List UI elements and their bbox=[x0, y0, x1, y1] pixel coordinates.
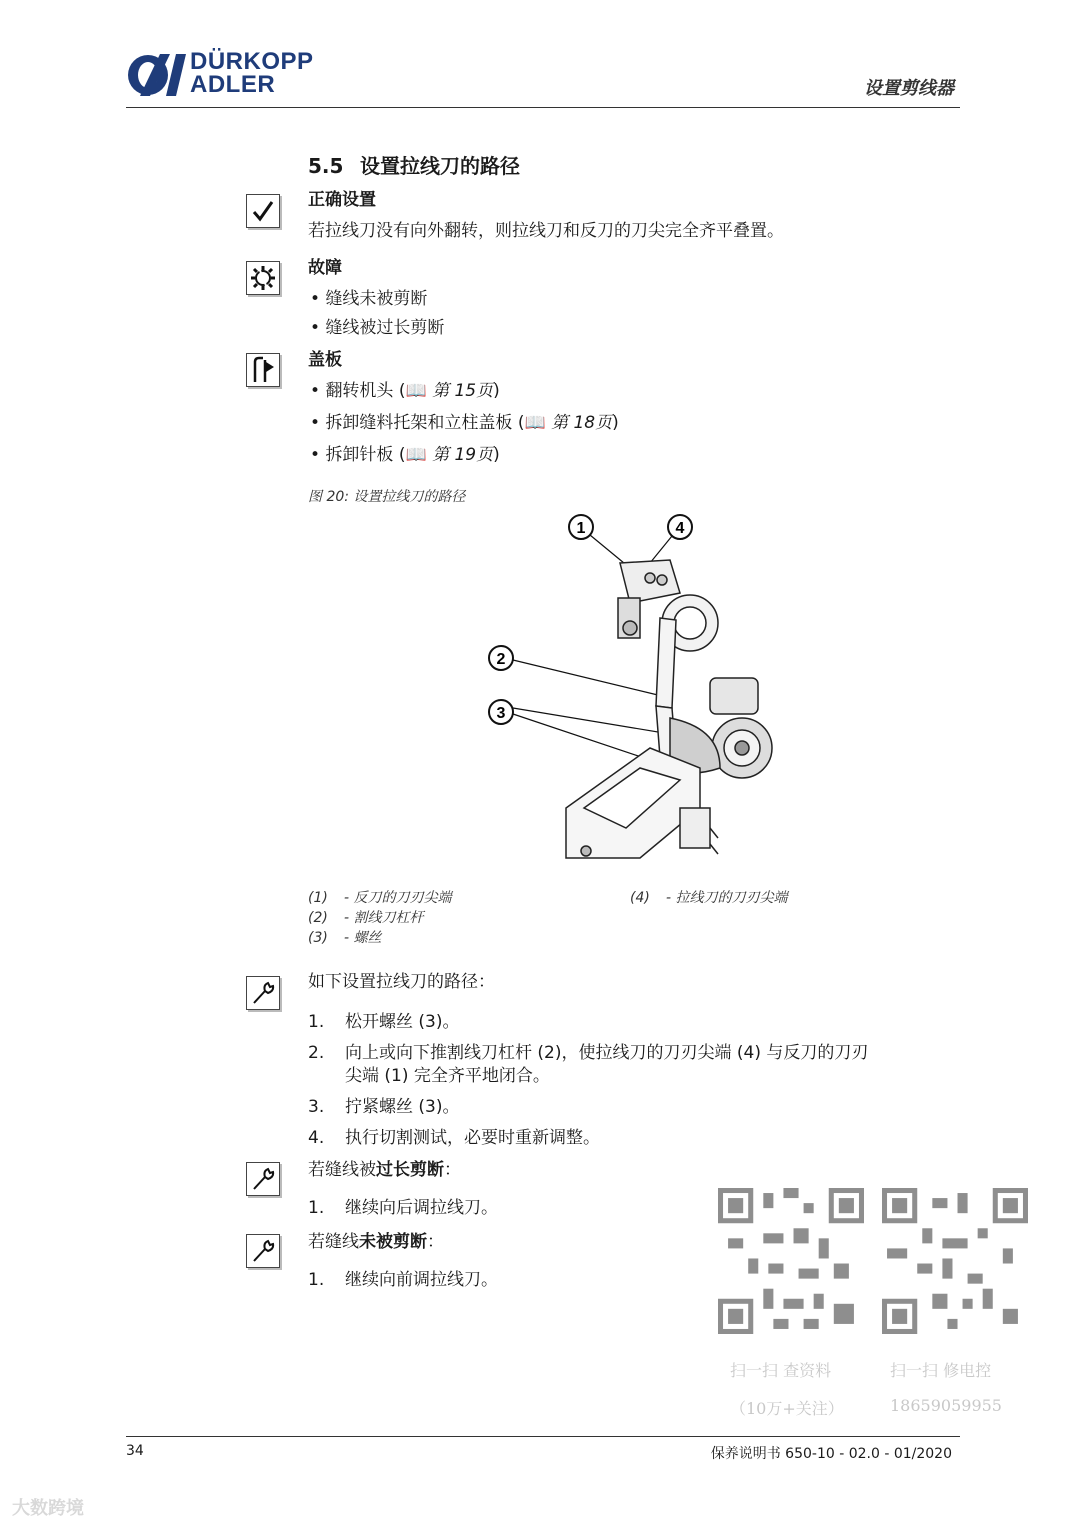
fault-item: • 缝线被过长剪断 bbox=[310, 313, 444, 338]
book-icon: 📖 bbox=[405, 445, 427, 465]
page-reference-link[interactable]: 第 18页 bbox=[551, 413, 613, 433]
procedure-step: 2. 向上或向下推割线刀杠杆 (2)，使拉线刀的刀刃尖端 (4) 与反刀的刀刃 bbox=[308, 1043, 869, 1063]
checkmark-icon bbox=[246, 194, 280, 228]
correct-heading: 正确设置 bbox=[308, 190, 376, 210]
correct-text: 若拉线刀没有向外翻转，则拉线刀和反刀的刀尖完全齐平叠置。 bbox=[308, 221, 784, 241]
qr-left-label-2: （10万+关注） bbox=[730, 1399, 844, 1418]
too-long-step: 1. 继续向后调拉线刀。 bbox=[308, 1198, 498, 1218]
page-reference-link[interactable]: 第 19页 bbox=[432, 445, 494, 465]
section-number: 5.5 bbox=[308, 154, 344, 178]
figure-caption: 图 20: 设置拉线刀的路径 bbox=[308, 489, 466, 505]
callout-1 bbox=[569, 515, 630, 568]
brand-line-1: DÜRKOPP bbox=[190, 48, 314, 75]
svg-text:4: 4 bbox=[675, 520, 685, 537]
mechanism-drawing bbox=[566, 560, 772, 858]
legend-item: (1) - 反刀的刀刃尖端 bbox=[308, 890, 452, 906]
gear-broken-icon bbox=[246, 261, 280, 295]
svg-text:3: 3 bbox=[496, 705, 506, 722]
qr-code-left bbox=[718, 1188, 864, 1334]
fault-item: • 缝线未被剪断 bbox=[310, 284, 427, 309]
procedure-intro: 如下设置拉线刀的路径： bbox=[308, 972, 495, 992]
too-long-intro: 若缝线被过长剪断： bbox=[308, 1160, 461, 1180]
procedure-step: 1. 松开螺丝 (3)。 bbox=[308, 1012, 460, 1032]
cover-item: • 翻转机头 (📖 第 15页) bbox=[310, 376, 500, 401]
section-title bbox=[308, 150, 520, 179]
callout-4 bbox=[650, 515, 692, 563]
footer-divider bbox=[126, 1436, 960, 1437]
qr-right-label-2: 18659059955 bbox=[890, 1396, 1002, 1415]
qr-code-right bbox=[882, 1188, 1028, 1334]
document-id: 保养说明书 650-10 - 02.0 - 01/2020 bbox=[710, 1446, 952, 1462]
callout-2 bbox=[489, 646, 662, 696]
wrench-icon bbox=[246, 976, 280, 1010]
qr-right-label-1: 扫一扫 修电控 bbox=[890, 1361, 992, 1380]
procedure-step: 3. 拧紧螺丝 (3)。 bbox=[308, 1097, 460, 1117]
cover-item: • 拆卸针板 (📖 第 19页) bbox=[310, 440, 500, 465]
cover-item: • 拆卸缝料托架和立柱盖板 (📖 第 18页) bbox=[310, 408, 619, 433]
svg-text:2: 2 bbox=[496, 651, 506, 668]
book-icon: 📖 bbox=[405, 381, 427, 401]
chapter-title: 设置剪线器 bbox=[864, 78, 954, 99]
cover-heading: 盖板 bbox=[308, 350, 342, 370]
legend-item: (2) - 割线刀杠杆 bbox=[308, 910, 424, 926]
thread-trimmer-figure bbox=[480, 508, 790, 880]
not-cut-intro: 若缝线未被剪断： bbox=[308, 1232, 444, 1252]
watermark: 大数跨境 bbox=[12, 1498, 84, 1519]
procedure-step: 4. 执行切割测试，必要时重新调整。 bbox=[308, 1128, 600, 1148]
wrench-icon bbox=[246, 1162, 280, 1196]
svg-text:1: 1 bbox=[576, 520, 586, 537]
book-icon: 📖 bbox=[524, 413, 546, 433]
wrench-icon bbox=[246, 1234, 280, 1268]
cover-plate-icon bbox=[246, 353, 280, 387]
brand-line-2: ADLER bbox=[190, 71, 276, 98]
qr-left-label-1: 扫一扫 查资料 bbox=[730, 1361, 832, 1380]
legend-item: (3) - 螺丝 bbox=[308, 930, 382, 946]
legend-item: (4) - 拉线刀的刀刃尖端 bbox=[630, 890, 788, 906]
procedure-step-continued: 尖端 (1) 完全齐平地闭合。 bbox=[345, 1066, 550, 1086]
page-number: 34 bbox=[126, 1443, 144, 1459]
header-divider bbox=[126, 107, 960, 108]
section-heading: 设置拉线刀的路径 bbox=[360, 154, 520, 178]
not-cut-step: 1. 继续向前调拉线刀。 bbox=[308, 1270, 498, 1290]
fault-heading: 故障 bbox=[308, 258, 342, 278]
page-reference-link[interactable]: 第 15页 bbox=[432, 381, 494, 401]
